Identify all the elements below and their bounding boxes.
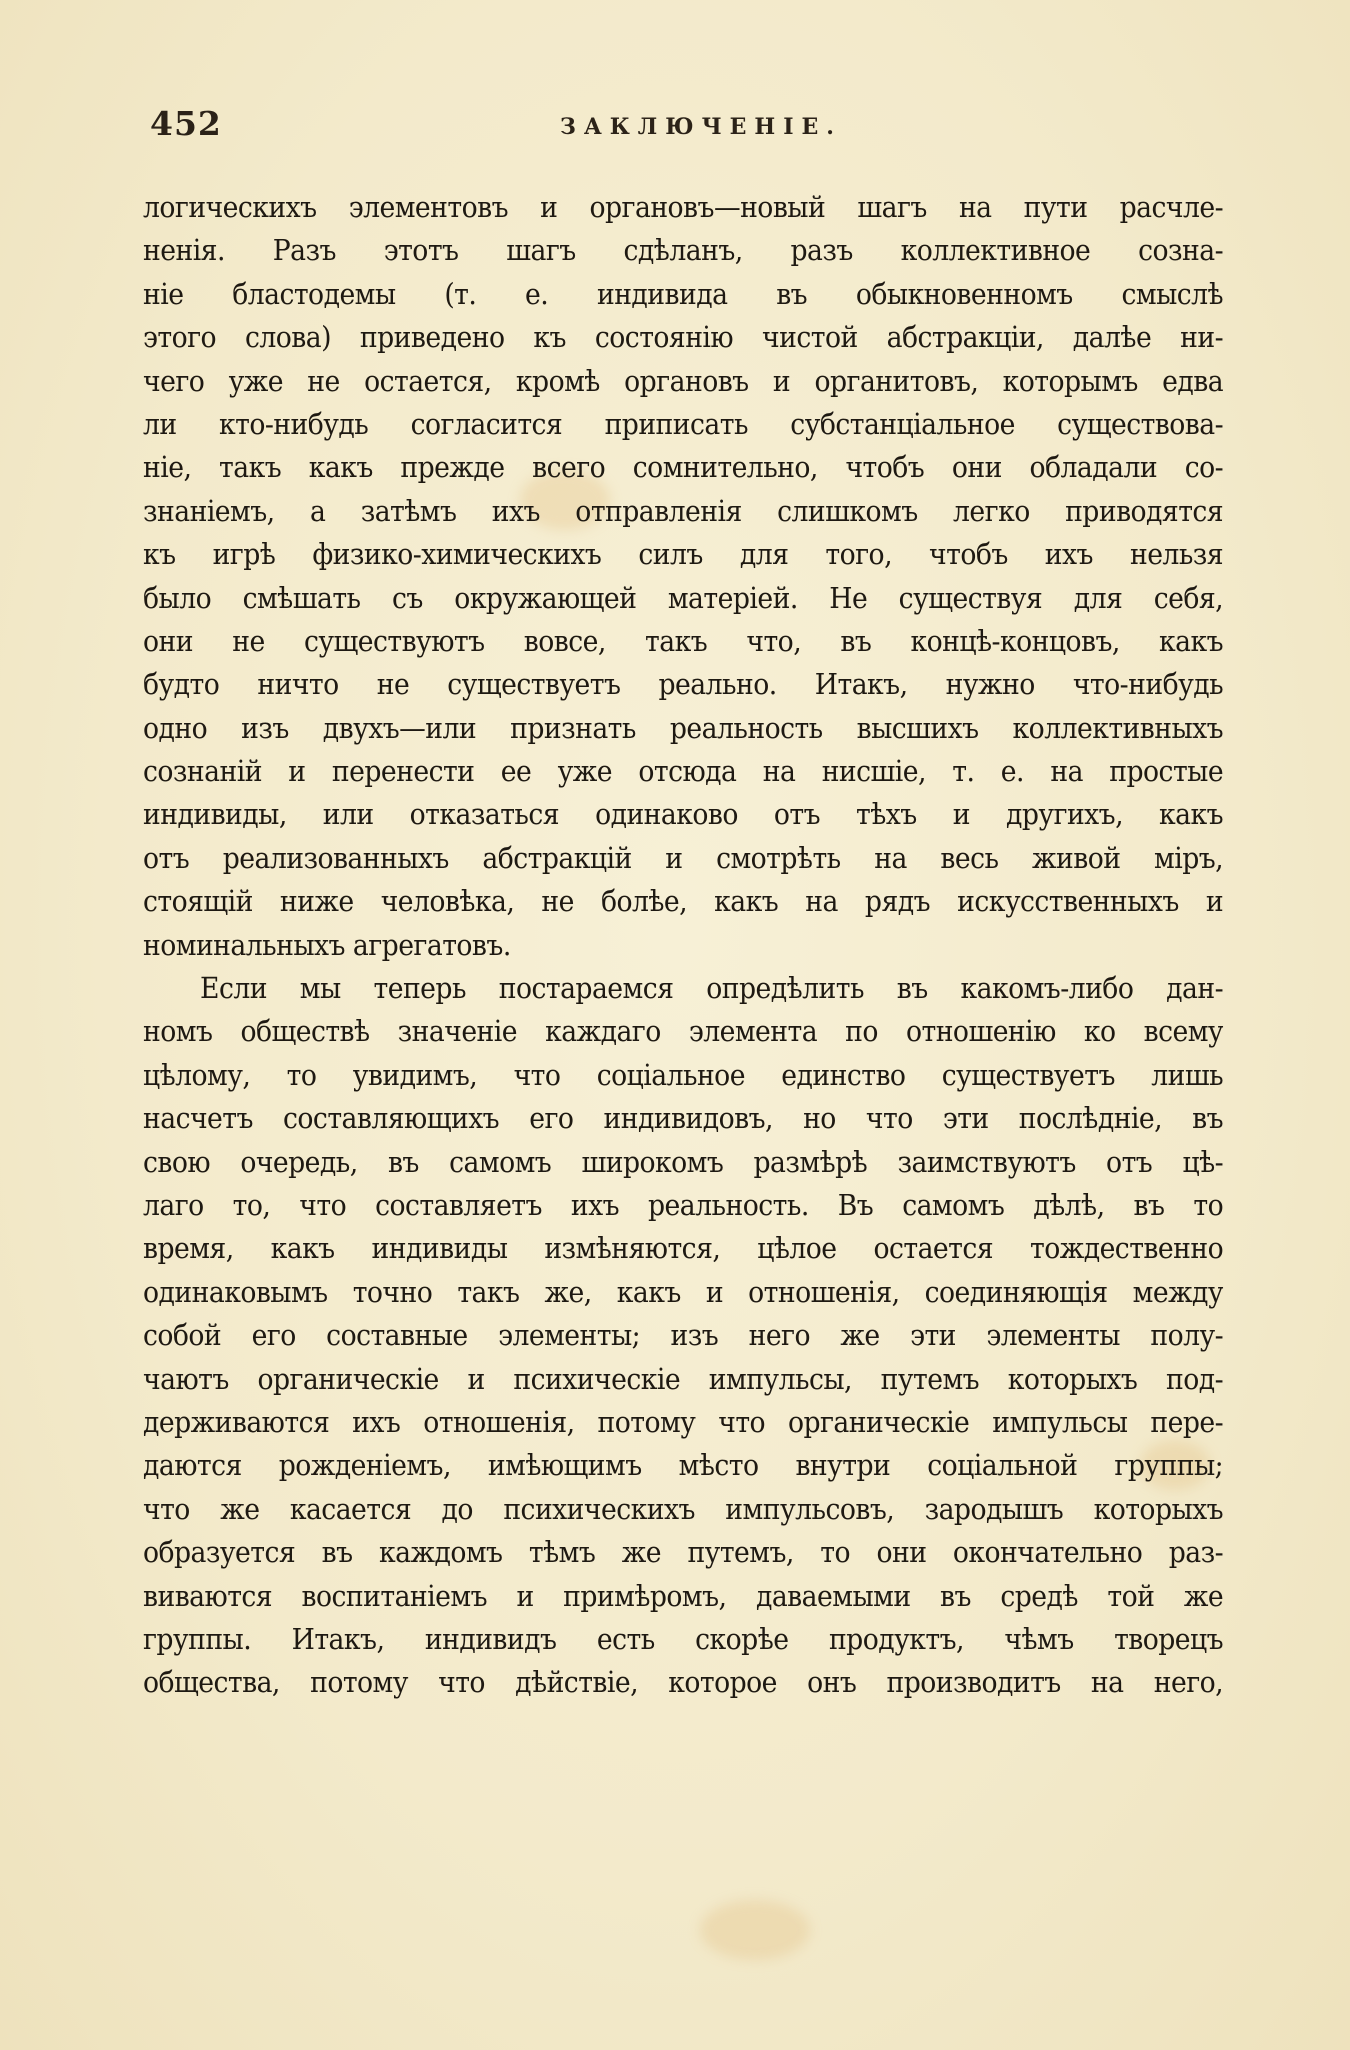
text-line: ніе бластодемы (т. е. индивида въ обыкновенномъ смыслѣ — [143, 276, 1224, 311]
text-line: время, какъ индивиды измѣняются, цѣлое остается тождественно — [143, 1231, 1224, 1266]
text-line: общества, потому что дѣйствіе, которое онъ производитъ на него, — [143, 1665, 1224, 1700]
text-line: ненія. Разъ этотъ шагъ сдѣланъ, разъ коллективное созна- — [143, 233, 1224, 268]
text-line: держиваются ихъ отношенія, потому что органическіе импульсы пере- — [143, 1404, 1224, 1439]
page-number: 452 — [150, 104, 222, 143]
text-line: ніе, такъ какъ прежде всего сомнительно, чтобъ они обладали со- — [143, 450, 1224, 485]
text-line: Если мы теперь постараемся опредѣлить въ какомъ-либо дан- — [200, 971, 1224, 1006]
text-line: собой его составные элементы; изъ него же эти элементы полу- — [143, 1318, 1224, 1353]
text-line: они не существуютъ вовсе, такъ что, въ концѣ-концовъ, какъ — [143, 623, 1224, 658]
text-line: образуется въ каждомъ тѣмъ же путемъ, то они окончательно раз- — [143, 1535, 1224, 1570]
text-line: лаго то, что составляетъ ихъ реальность. Въ самомъ дѣлѣ, въ то — [143, 1187, 1224, 1222]
text-line: цѣлому, то увидимъ, что соціальное единство существуетъ лишь — [143, 1057, 1224, 1092]
text-line: одинаковымъ точно такъ же, какъ и отношенія, соединяющія между — [143, 1274, 1224, 1309]
text-line: свою очередь, въ самомъ широкомъ размѣрѣ заимствуютъ отъ цѣ- — [143, 1144, 1224, 1179]
text-line: было смѣшать съ окружающей матеріей. Не существуя для себя, — [143, 580, 1224, 615]
text-line: чего уже не остается, кромѣ органовъ и органитовъ, которымъ едва — [143, 363, 1224, 398]
text-line: будто ничто не существуетъ реально. Итакъ, нужно что-нибудь — [143, 667, 1224, 702]
paragraph — [143, 186, 1223, 967]
paper-stain — [700, 1900, 810, 1960]
text-line: къ игрѣ физико-химическихъ силъ для того, чтобъ ихъ нельзя — [143, 537, 1224, 572]
paragraph — [143, 967, 1223, 1705]
text-line: отъ реализованныхъ абстракцій и смотрѣть на весь живой міръ, — [143, 840, 1224, 875]
text-line: номинальныхъ агрегатовъ. — [143, 927, 511, 962]
text-line: что же касается до психическихъ импульсовъ, зародышъ которыхъ — [143, 1491, 1224, 1526]
text-line: виваются воспитаніемъ и примѣромъ, даваемыми въ средѣ той же — [143, 1578, 1224, 1613]
text-line: чаютъ органическіе и психическіе импульсы, путемъ которыхъ под- — [143, 1361, 1224, 1396]
body-text — [143, 186, 1223, 1705]
text-line: знаніемъ, а затѣмъ ихъ отправленія слишкомъ легко приводятся — [143, 493, 1224, 528]
page-header — [150, 104, 1222, 148]
text-line: насчетъ составляющихъ его индивидовъ, но что эти послѣдніе, въ — [143, 1101, 1224, 1136]
text-line: логическихъ элементовъ и органовъ—новый шагъ на пути расчле- — [143, 190, 1224, 224]
text-line: индивиды, или отказаться одинаково отъ тѣхъ и другихъ, какъ — [143, 797, 1224, 832]
text-line: стоящій ниже человѣка, не болѣе, какъ на рядъ искусственныхъ и — [143, 884, 1224, 919]
text-line: группы. Итакъ, индивидъ есть скорѣе продуктъ, чѣмъ творецъ — [143, 1621, 1224, 1656]
text-line: ли кто-нибудь согласится приписать субстанціальное существова- — [143, 406, 1224, 441]
text-line: даются рожденіемъ, имѣющимъ мѣсто внутри соціальной группы; — [143, 1448, 1224, 1483]
running-head: ЗАКЛЮЧЕНІЕ. — [560, 114, 842, 140]
text-line: номъ обществѣ значеніе каждаго элемента по отношенію ко всему — [143, 1014, 1224, 1049]
text-line: этого слова) приведено къ состоянію чистой абстракціи, далѣе ни- — [143, 320, 1224, 355]
text-line: одно изъ двухъ—или признать реальность высшихъ коллективныхъ — [143, 710, 1224, 745]
text-line: сознаній и перенести ее уже отсюда на нисшіе, т. е. на простые — [143, 754, 1224, 789]
